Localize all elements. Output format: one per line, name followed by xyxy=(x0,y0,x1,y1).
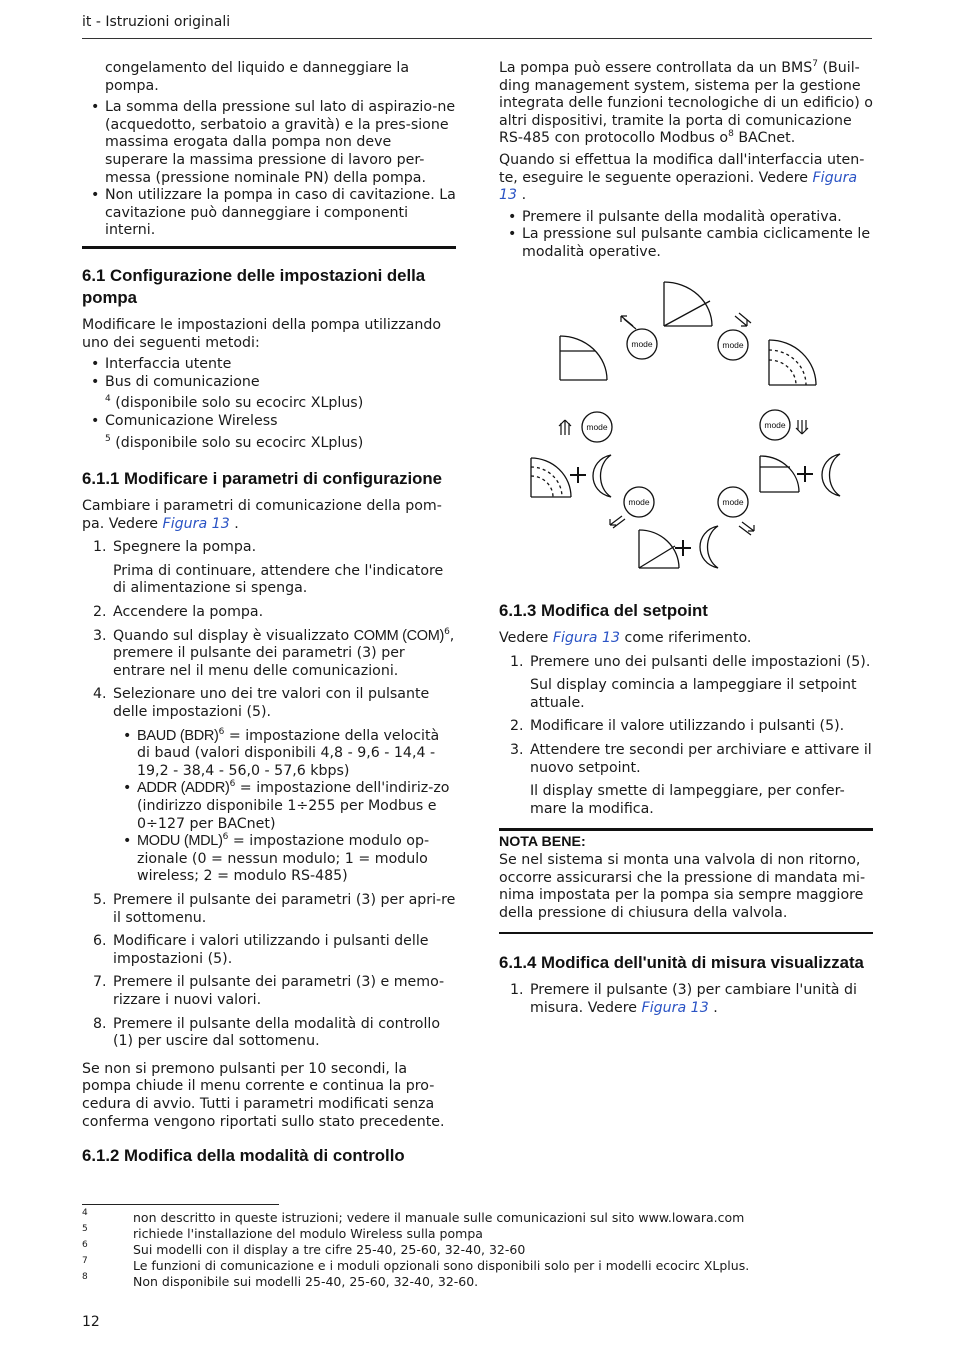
section-divider xyxy=(82,246,456,249)
footnote-number: 4 xyxy=(82,1208,88,1218)
arrow-icon xyxy=(621,316,636,329)
note-title: NOTA BENE: xyxy=(499,834,586,851)
figure-link[interactable]: Figura 13 xyxy=(162,515,230,532)
plus-icon xyxy=(570,467,586,483)
constant-curve-icon xyxy=(769,340,816,385)
footnote-text: richiede l'installazione del modulo Wireless sulla pompa xyxy=(133,1226,483,1241)
intro-text: Cambiare i parametri di comunicazione della pom-pa. Vedere xyxy=(82,498,442,532)
steps-list xyxy=(82,539,456,1050)
header-divider xyxy=(82,38,872,39)
list-item-label: Comunicazione Wireless xyxy=(105,412,278,429)
step-item xyxy=(82,686,456,886)
step-item xyxy=(82,1016,456,1051)
footnote-mark: 6 xyxy=(218,726,225,737)
list-item: • La pressione sul pulsante cambia ciclicamente le modalità operative. xyxy=(499,226,873,261)
arrow-icon xyxy=(735,313,751,326)
text-run: . xyxy=(708,999,718,1016)
section-title-6-1-4: 6.1.4 Modifica dell'unità di misura visualizzata xyxy=(499,953,864,973)
step-text: Premere il pulsante dei parametri (3) per apri-re il sottomenu. xyxy=(113,891,456,926)
footnote-number: 5 xyxy=(82,1224,88,1234)
parameter-list xyxy=(113,728,456,886)
step-subtext: Prima di continuare, attendere che l'indicatore di alimentazione si spenga. xyxy=(113,562,444,597)
parameter-desc: = impostazione modulo op-zionale (0 = nessun modulo; 1 = modulo wireless; 2 = modulo RS-485) xyxy=(137,833,430,885)
step-number: 1. xyxy=(510,982,524,999)
mode-label: mode xyxy=(764,420,786,430)
text-run: . xyxy=(517,187,527,204)
mode-label: mode xyxy=(722,340,744,350)
constant-curve-night-icon xyxy=(531,458,571,497)
proportional-pressure-night-icon xyxy=(639,530,679,568)
footnote-ref-text: (disponibile solo su ecocirc XLplus) xyxy=(110,395,364,412)
step-text: Premere uno dei pulsanti delle impostazioni (5). xyxy=(530,653,871,670)
constant-pressure-night-icon xyxy=(760,456,799,492)
unit-steps xyxy=(499,982,873,1017)
list-item: • Interfaccia utente xyxy=(82,356,456,374)
text-run: (Buil-ding management system, sistema per la gestione integrata delle funzioni tecnologiche di un edificio) o altri dispositivi, tramite la porta di comunicazione RS-485 con protocollo Modbus o xyxy=(499,60,873,147)
step-item xyxy=(82,933,456,968)
mode-button[interactable] xyxy=(624,487,654,517)
step-text-pre: Quando sul display è visualizzato xyxy=(113,627,354,644)
mode-button[interactable] xyxy=(718,330,748,360)
arrow-icon xyxy=(610,516,625,528)
mode-button[interactable] xyxy=(718,487,748,517)
footnote-mark: 5 xyxy=(105,433,111,444)
footnote-number: 6 xyxy=(82,1240,88,1250)
step-subtext: Il display smette di lampeggiare, per confer-mare la modifica. xyxy=(530,783,845,817)
step-number: 1. xyxy=(93,539,107,556)
step-item xyxy=(499,982,873,1017)
step-item xyxy=(499,718,873,736)
arrow-icon xyxy=(739,522,754,535)
display-code: BAUD (BDR) xyxy=(137,727,219,744)
mode-button[interactable] xyxy=(582,412,612,442)
section-intro: Modificare le impostazioni della pompa utilizzando uno dei seguenti metodi: xyxy=(82,316,442,351)
footnote-mark: 6 xyxy=(229,779,236,790)
step-number: 6. xyxy=(93,933,107,950)
step-text: Selezionare uno dei tre valori con il pulsante delle impostazioni (5). xyxy=(113,686,430,721)
continued-text: congelamento del liquido e danneggiare la pompa. xyxy=(105,60,410,94)
step-subtext: Sul display comincia a lampeggiare il setpoint attuale. xyxy=(530,677,857,711)
step-text: Premere il pulsante dei parametri (3) e memo-rizzare i nuovi valori. xyxy=(113,974,445,1008)
mode-button[interactable] xyxy=(627,329,657,359)
step-number: 3. xyxy=(510,741,524,758)
step-text: Spegnere la pompa. xyxy=(113,539,257,556)
section-intro xyxy=(499,630,873,648)
moon-icon xyxy=(700,526,718,568)
running-header: it - Istruzioni originali xyxy=(82,14,231,30)
step-text: Premere il pulsante della modalità di controllo (1) per uscire dal sottomenu. xyxy=(113,1015,441,1050)
section-title-6-1: 6.1 Configurazione delle impostazioni della pompa xyxy=(82,265,426,307)
note-text: Se nel sistema si monta una valvola di non ritorno, occorre assicurarsi che la pressione di mandata mi-nima impostata per la pompa sia sempre maggiore della pressione di chiusura della valvola. xyxy=(499,851,866,921)
step-text-post: , premere il pulsante dei parametri (3) per entrare nel il menu delle comunicazioni. xyxy=(113,627,455,679)
mode-label: mode xyxy=(631,339,653,349)
mode-label: mode xyxy=(628,497,650,507)
step-text: Attendere tre secondi per archiviare e attivare il nuovo setpoint. xyxy=(530,741,872,776)
step-item xyxy=(499,654,873,713)
display-code: ADDR (ADDR) xyxy=(137,780,230,797)
note-box xyxy=(499,828,873,934)
step-text: Modificare i valori utilizzando i pulsanti delle impostazioni (5). xyxy=(113,933,429,967)
footnote-mark: 6 xyxy=(222,832,229,843)
step-number: 4. xyxy=(93,686,107,703)
footnote-text: Sui modelli con il display a tre cifre 25-40, 25-60, 32-40, 32-60 xyxy=(133,1242,526,1257)
arrow-icon xyxy=(796,420,808,434)
mode-bullet-list xyxy=(499,209,873,262)
text-run: Quando si effettua la modifica dall'interfaccia uten-te, eseguire le seguente operazioni. Vedere xyxy=(499,151,865,186)
step-item xyxy=(82,539,456,598)
bms-paragraph xyxy=(499,60,873,148)
section-title-6-1-2: 6.1.2 Modifica della modalità di controllo xyxy=(82,1146,405,1166)
right-column-lower xyxy=(499,600,873,1024)
list-item: • Premere il pulsante della modalità operativa. xyxy=(499,209,873,227)
text-run: come riferimento. xyxy=(620,630,752,646)
interface-paragraph xyxy=(499,152,873,205)
step-number: 8. xyxy=(93,1015,107,1032)
moon-icon xyxy=(822,454,840,496)
proportional-pressure-icon xyxy=(664,282,712,326)
section-title-6-1-1: 6.1.1 Modificare i parametri di configurazione xyxy=(82,469,442,489)
text-run: BACnet. xyxy=(733,130,796,147)
list-item: • Non utilizzare la pompa in caso di cavitazione. La cavitazione può danneggiare i componenti interni. xyxy=(82,187,456,240)
step-text: Accendere la pompa. xyxy=(113,604,264,621)
section-title-6-1-3: 6.1.3 Modifica del setpoint xyxy=(499,601,708,620)
parameter-item xyxy=(113,833,456,886)
text-run: La pompa può essere controllata da un BMS xyxy=(499,60,813,76)
intro-end: . xyxy=(229,515,239,532)
step-item xyxy=(82,604,456,622)
list-item-label: Bus di comunicazione xyxy=(105,373,260,390)
footnote-divider xyxy=(82,1204,279,1205)
footnote-mark: 8 xyxy=(728,129,734,140)
mode-button[interactable] xyxy=(760,410,790,440)
footnote-mark: 4 xyxy=(105,394,111,405)
footnote-text: Le funzioni di comunicazione e i moduli opzionali sono disponibili solo per i modelli ecocirc XLplus. xyxy=(133,1258,750,1273)
list-item: • La somma della pressione sul lato di aspirazio-ne (acquedotto, serbatoio a gravità) e la pres-sione massima erogata dalla pompa non deve superare la massima pressione di lavoro per-messa (pressione nominale PN) della pompa. xyxy=(82,99,456,187)
page-number: 12 xyxy=(82,1314,100,1330)
methods-list xyxy=(82,356,456,452)
step-item xyxy=(82,974,456,1009)
text-run: Vedere xyxy=(499,630,553,646)
footnote-ref-text: (disponibile solo su ecocirc XLplus) xyxy=(110,434,364,451)
step-item xyxy=(499,742,873,818)
step-item xyxy=(82,892,456,927)
list-item xyxy=(82,374,456,413)
figure-link[interactable]: Figura 13 xyxy=(641,999,709,1016)
figure-link[interactable]: Figura 13 xyxy=(499,169,858,204)
footnote-ref-5 xyxy=(105,435,456,453)
warning-bullet-list xyxy=(82,99,456,240)
constant-pressure-icon xyxy=(560,336,607,380)
footnote-number: 7 xyxy=(82,1256,88,1266)
step-number: 2. xyxy=(93,604,107,621)
footnote-mark: 7 xyxy=(812,59,819,69)
step-item xyxy=(82,628,456,681)
parameter-desc: = impostazione della velocità di baud (valori disponibili 4,8 - 9,6 - 14,4 - 19,2 - 38,4 - 56,0 - 57,6 kbps) xyxy=(137,727,440,779)
figure-link[interactable]: Figura 13 xyxy=(552,630,621,646)
plus-icon xyxy=(797,466,813,482)
right-column xyxy=(499,60,873,262)
left-column xyxy=(82,60,456,1175)
step-number: 5. xyxy=(93,891,107,908)
arrow-icon xyxy=(559,420,571,435)
list-item xyxy=(82,413,456,452)
step-number: 2. xyxy=(510,718,524,735)
step-number: 7. xyxy=(93,974,107,991)
parameter-item xyxy=(113,728,456,781)
footnote-text: Non disponibile sui modelli 25-40, 25-60, 32-40, 32-60. xyxy=(133,1274,479,1289)
footnote-text: non descritto in queste istruzioni; vedere il manuale sulle comunicazioni sul sito www.lowara.com xyxy=(133,1210,745,1225)
section-intro xyxy=(82,498,456,533)
display-code: COMM (COM) xyxy=(353,627,445,644)
step-text xyxy=(113,628,456,681)
mode-cycle-diagram xyxy=(499,270,873,580)
step-number: 1. xyxy=(510,653,524,670)
mode-label: mode xyxy=(586,422,608,432)
mode-label: mode xyxy=(722,497,744,507)
step-number: 3. xyxy=(93,627,107,644)
parameter-item xyxy=(113,780,456,833)
footnote-mark: 6 xyxy=(444,626,450,637)
display-code: MODU (MDL) xyxy=(137,833,223,850)
step-text xyxy=(530,982,873,1017)
text-run: Premere il pulsante (3) per cambiare l'unità di misura. Vedere xyxy=(530,982,857,1016)
moon-icon xyxy=(593,455,611,497)
footnote-number: 8 xyxy=(82,1272,88,1282)
mode-buttons xyxy=(582,329,790,517)
section-outro: Se non si premono pulsanti per 10 secondi, la pompa chiude il menu corrente e continua la pro-cedura di avvio. Tutti i parametri modificati senza conferma vengono riportati sullo stato precedente. xyxy=(82,1060,445,1130)
footnote-ref-4 xyxy=(105,395,456,413)
plus-icon xyxy=(675,540,691,556)
setpoint-steps xyxy=(499,654,873,819)
step-text: Modificare il valore utilizzando i pulsanti (5). xyxy=(530,718,845,735)
parameter-desc: = impostazione dell'indiriz-zo (indirizzo disponibile 1÷255 per Modbus e 0÷127 per BACnet) xyxy=(137,780,450,832)
